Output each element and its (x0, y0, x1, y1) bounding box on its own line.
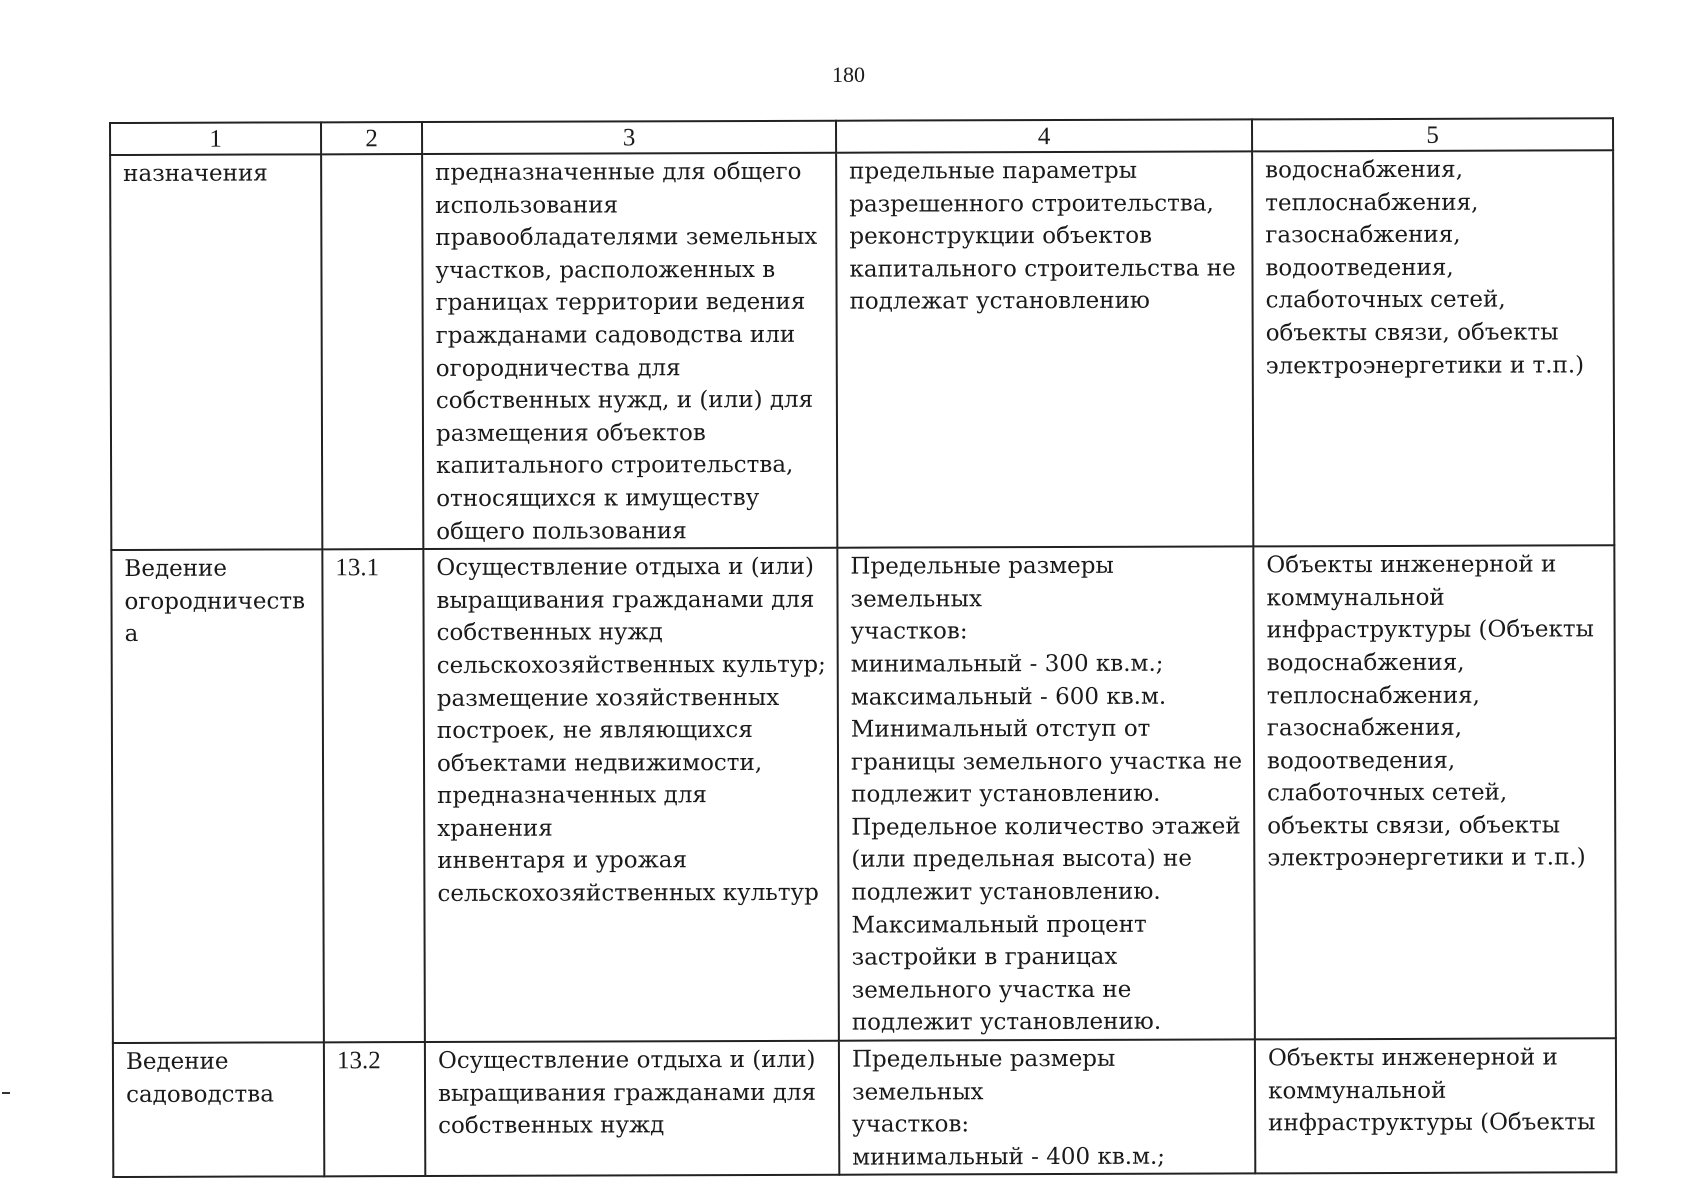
cell-code: 13.2 (324, 1042, 425, 1177)
cell-facilities: Объекты инженерной и коммунальной инфраструктуры (Объекты водоснабжения, теплоснабжения, газоснабжения, водоотведения, слаботочных сетей, объекты связи, объекты электроэнергетики и т.п.) (1253, 545, 1616, 1039)
cell-code: 13.1 (322, 549, 425, 1042)
column-header-5: 5 (1252, 118, 1613, 151)
table-row (113, 1038, 1616, 1177)
cell-facilities: водоснабжения, теплоснабжения, газоснабжения, водоотведения, слаботочных сетей, объекты связи, объекты электроэнергетики и т.п.) (1252, 150, 1614, 546)
cell-description: предназначенные для общего использования правообладателями земельных участков, расположенных в границах территории ведения гражданами садоводства или огородничества для собственных нужд, и (или) для размещения объектов капитального строительства, относящихся к имуществу общего пользования (422, 153, 837, 549)
cell-parameters: Предельные размеры земельных участков: минимальный - 400 кв.м.; (839, 1039, 1255, 1175)
cell-facilities: Объекты инженерной и коммунальной инфраструктуры (Объекты (1255, 1038, 1616, 1174)
regulations-table (109, 117, 1617, 1178)
cell-parameters: предельные параметры разрешенного строительства, реконструкции объектов капитального строительства не подлежат установлению (836, 151, 1253, 547)
cell-parameters: Предельные размеры земельных участков: минимальный - 300 кв.м.; максимальный - 600 кв.м. Минимальный отступ от границы земельного участка не подлежит установлению. Предельное количество этажей (или предельная высота) не подлежит установлению. Максимальный процент застройки в границах земельного участка не подлежит установлению. (837, 547, 1255, 1041)
cell-use-type: Ведение садоводства (113, 1042, 324, 1177)
cell-use-type: назначения (110, 154, 322, 550)
header-row (110, 118, 1613, 155)
table-row (110, 150, 1614, 550)
cell-code (321, 154, 423, 549)
cell-use-type: Ведение огородничеств а (111, 549, 324, 1043)
table-row (111, 545, 1616, 1043)
column-header-3: 3 (422, 121, 836, 154)
page-number: 180 (832, 62, 865, 87)
column-header-4: 4 (836, 119, 1252, 152)
column-header-2: 2 (321, 122, 422, 154)
margin-mark (2, 1092, 10, 1094)
cell-description: Осуществление отдыха и (или) выращивания гражданами для собственных нужд сельскохозяйственных культур; размещение хозяйственных построек, не являющихся объектами недвижимости, предназначенных для хранения инвентаря и урожая сельскохозяйственных культур (423, 548, 839, 1042)
cell-description: Осуществление отдыха и (или) выращивания гражданами для собственных нужд (425, 1041, 839, 1177)
column-header-1: 1 (110, 122, 321, 155)
